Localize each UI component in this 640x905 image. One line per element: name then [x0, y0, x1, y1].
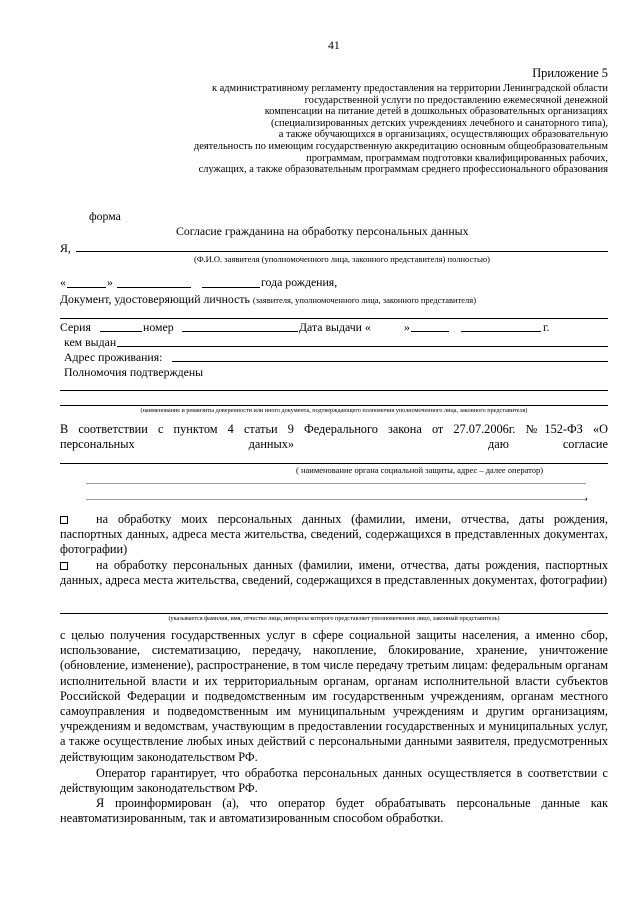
form-label: форма — [89, 209, 121, 223]
issue-month-field[interactable] — [411, 331, 449, 332]
operator-caption: ( наименование органа социальной защиты, адрес – далее оператор) — [296, 465, 544, 475]
birth-suffix: года рождения, — [261, 275, 338, 289]
issued-by-label: кем выдан — [64, 335, 117, 349]
document-input-line[interactable] — [60, 318, 608, 319]
address-label: Адрес проживания: — [64, 350, 163, 364]
series-label: Серия — [60, 320, 91, 334]
law-word: даю — [488, 437, 509, 451]
purpose-paragraph: с целью получения государственных услуг в сфере социальной защиты населения, а именно сбор, использование, систематизацию, передачу, накопление, блокирование, хранение, уничтожение (обновление, изменение), распространение, в том числе передачу третьим лицам: федеральным органам исполнительной власти и их территориальным органам, органам исполнительной власти субъектов Российской Федерации и подведомственным им государственным учреждениям, органам местного самоуправления и подведомственным им муниципальным учреждениям и другим организациям, учреждениям и ведомствам, участвующим в предоставлении государственных и муниципальных услуг, а также осуществление любых иных действий с персональными данными заявителя, предусмотренных действующим законодательством РФ. — [60, 628, 608, 764]
authority-label: Полномочия подтверждены — [64, 365, 204, 379]
appendix-description — [8, 83, 608, 176]
appendix-line: программам, программам подготовки квалифицированных рабочих, — [306, 152, 608, 164]
authority-field-2[interactable] — [60, 405, 608, 406]
document-note: (заявителя, уполномоченного лица, законного представителя) — [252, 295, 477, 305]
represented-person-field[interactable] — [60, 613, 608, 614]
operator-field-2[interactable] — [86, 483, 586, 484]
guarantee-paragraph: Оператор гарантирует, что обработка персональных данных осуществляется в соответствии с действующим законодательством РФ. — [60, 766, 608, 796]
authority-field-1[interactable] — [60, 390, 608, 391]
informed-paragraph: Я проинформирован (а), что оператор будет обрабатывать персональные данные как неавтоматизированным, так и автоматизированным способом обработки. — [60, 796, 608, 826]
appendix-line: к административному регламенту предоставления на территории Ленинградской области — [212, 83, 608, 94]
law-line-1: В соответствии с пунктом 4 статьи 9 Федерального закона от 27.07.2006г. №152-ФЗ «О — [60, 422, 608, 436]
birth-day-field[interactable] — [67, 287, 106, 288]
issue-date-label: Дата выдачи « — [299, 320, 371, 334]
option-represented-data-text: на обработку персональных данных (фамилии, имени, отчества, даты рождения, паспортных данных, адреса места жительства, сведений, содержащихся в представленных документах, фотографии) — [60, 558, 608, 588]
address-field[interactable] — [172, 361, 608, 362]
birth-open-quote: « — [60, 275, 66, 289]
fio-input-line[interactable] — [76, 251, 608, 252]
issue-year-field[interactable] — [461, 331, 541, 332]
birth-month-field[interactable] — [117, 287, 191, 288]
document-label — [60, 292, 476, 307]
option-represented-data[interactable] — [60, 558, 608, 588]
option-own-data-text: на обработку моих персональных данных (фамилии, имени, отчества, даты рождения, паспортных данных, адреса места жительства, сведений, содержащихся в представленных документах, фотографии) — [60, 512, 608, 557]
operator-comma: , — [585, 488, 588, 502]
appendix-line: а также обучающихся в организациях, осуществляющих образовательную — [278, 129, 608, 141]
appendix-title: Приложение 5 — [532, 66, 608, 80]
appendix-line: государственной услуги по предоставлению ежемесячной денежной — [304, 94, 608, 106]
issue-date-close-quote: » — [404, 320, 410, 334]
law-line-2 — [60, 437, 608, 452]
fio-caption: (Ф.И.О. заявителя (уполномоченного лица, законного представителя) полностью) — [193, 254, 490, 264]
i-label: Я, — [60, 241, 71, 255]
checkbox-own-data[interactable] — [60, 516, 68, 524]
birth-close-quote: » — [107, 275, 113, 289]
checkbox-represented-data[interactable] — [60, 562, 68, 570]
represented-caption: (указывается фамилия, имя, отчество лица, интересы которого представляет уполномоченное лицо, законный представитель) — [168, 615, 500, 622]
number-label: номер — [143, 320, 174, 334]
appendix-line: служащих, а также образовательным программам среднего профессионального образования — [198, 164, 608, 176]
appendix-line: компенсации на питание детей в дошкольных образовательных организациях — [264, 106, 608, 118]
law-word: согласие — [562, 437, 608, 451]
document-main: Документ, удостоверяющий личность — [60, 292, 250, 306]
option-own-data[interactable] — [60, 512, 608, 558]
appendix-line: (специализированных детских учреждениях лечебного и санаторного типа), — [270, 117, 608, 129]
authority-caption: (наименование и реквизиты доверенности или иного документа, подтверждающего полномочия уполномоченного лица, законного представителя) — [140, 407, 528, 414]
form-title: Согласие гражданина на обработку персональных данных — [176, 224, 469, 238]
operator-field-3[interactable] — [86, 499, 586, 500]
number-field[interactable] — [182, 331, 298, 332]
page-number: 41 — [328, 38, 340, 52]
law-word: данных» — [248, 437, 295, 451]
birth-year-field[interactable] — [202, 287, 260, 288]
series-field[interactable] — [100, 331, 142, 332]
appendix-line: деятельность по имеющим государственную аккредитацию основным общеобразовательным — [193, 140, 608, 152]
issued-by-field[interactable] — [117, 346, 608, 347]
operator-field[interactable] — [60, 463, 608, 464]
law-word: персональных — [60, 437, 135, 451]
issue-year-suffix: г. — [543, 320, 550, 334]
